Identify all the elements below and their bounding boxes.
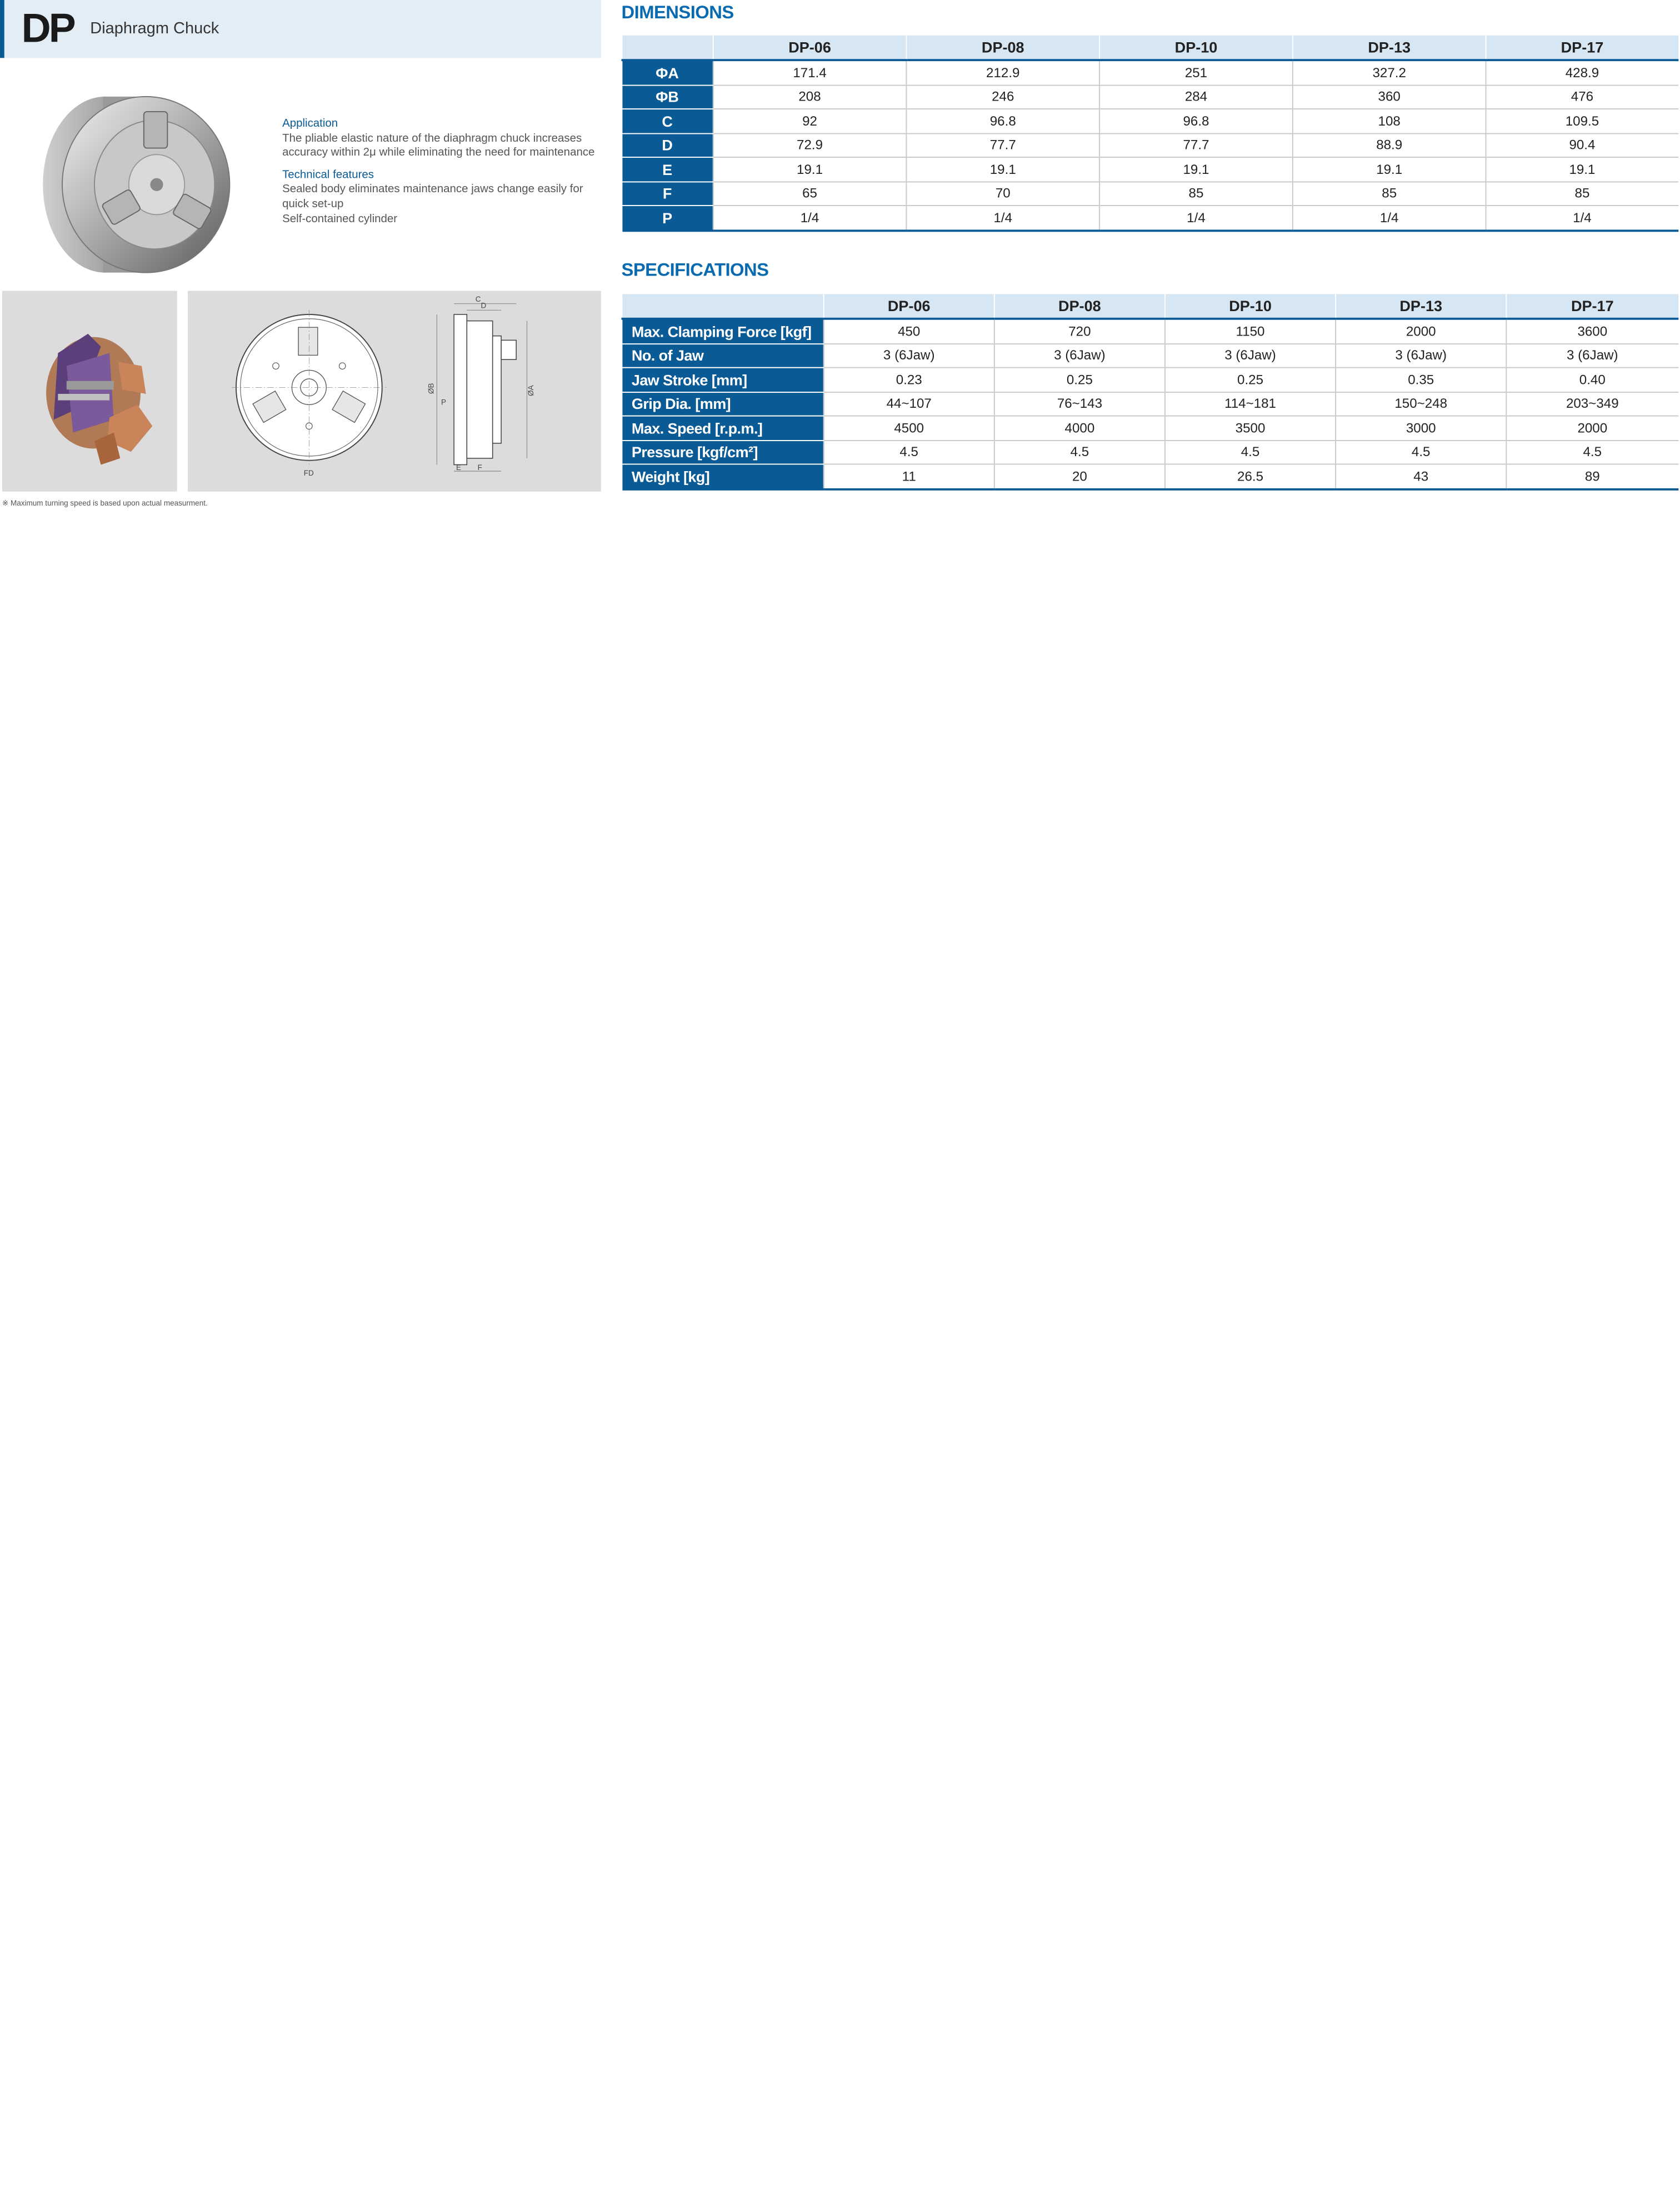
table-cell: 171.4: [713, 60, 907, 84]
row-label: Max. Speed [r.p.m.]: [622, 416, 823, 440]
table-row: [622, 181, 1678, 205]
corner-cell: [622, 294, 823, 318]
column-header: DP-06: [824, 294, 994, 318]
table-cell: 4.5: [1336, 440, 1506, 464]
table-cell: 85: [1293, 181, 1486, 205]
column-header: DP-13: [1336, 294, 1506, 318]
specifications-table: [622, 294, 1678, 490]
table-cell: 19.1: [1293, 157, 1486, 181]
column-header: DP-10: [1165, 294, 1336, 318]
table-cell: 114~181: [1165, 392, 1336, 416]
product-title: Diaphragm Chuck: [90, 19, 219, 38]
table-cell: 4500: [824, 416, 994, 440]
table-cell: 203~349: [1506, 392, 1678, 416]
table-cell: 88.9: [1293, 133, 1486, 157]
table-cell: 77.7: [906, 133, 1099, 157]
features-line-1: Sealed body eliminates maintenance jaws change easily for quick set-up: [282, 183, 583, 211]
product-description: [282, 117, 604, 234]
row-label: F: [622, 181, 713, 205]
table-cell: 3 (6Jaw): [824, 343, 994, 367]
table-cell: 720: [994, 319, 1165, 343]
technical-drawing-panel: [188, 291, 601, 492]
table-cell: 3 (6Jaw): [1506, 343, 1678, 367]
table-cell: 89: [1506, 464, 1678, 489]
table-cell: 0.35: [1336, 368, 1506, 392]
table-cell: 0.23: [824, 368, 994, 392]
table-row: [622, 392, 1678, 416]
table-cell: 4.5: [1506, 440, 1678, 464]
table-cell: 3 (6Jaw): [1165, 343, 1336, 367]
table-row: [622, 368, 1678, 392]
table-cell: 108: [1293, 109, 1486, 133]
table-cell: 44~107: [824, 392, 994, 416]
column-header: DP-13: [1293, 36, 1486, 60]
footnote: ※ Maximum turning speed is based upon actual measurment.: [2, 500, 208, 508]
application-text: The pliable elastic nature of the diaphragm chuck increases accuracy within 2μ while eliminating the need for maintenance: [282, 131, 595, 159]
row-label: ΦB: [622, 85, 713, 109]
table-cell: 3500: [1165, 416, 1336, 440]
column-header: DP-10: [1099, 36, 1293, 60]
row-label: C: [622, 109, 713, 133]
application-heading: Application: [282, 117, 338, 130]
row-label: Weight [kg]: [622, 464, 823, 489]
table-cell: 0.25: [1165, 368, 1336, 392]
table-row: [622, 85, 1678, 109]
column-header: DP-17: [1486, 36, 1678, 60]
label-phi-a: ØA: [527, 385, 536, 396]
product-header: [0, 0, 601, 58]
table-cell: 1/4: [1486, 206, 1678, 230]
table-cell: 85: [1099, 181, 1293, 205]
table-cell: 150~248: [1336, 392, 1506, 416]
table-cell: 0.40: [1506, 368, 1678, 392]
row-label: E: [622, 157, 713, 181]
table-cell: 476: [1486, 85, 1678, 109]
product-code: DP: [21, 6, 74, 52]
corner-cell: [622, 36, 713, 60]
table-cell: 77.7: [1099, 133, 1293, 157]
column-header: DP-06: [713, 36, 907, 60]
table-cell: 4.5: [1165, 440, 1336, 464]
table-cell: 246: [906, 85, 1099, 109]
features-line-2: Self-contained cylinder: [282, 212, 398, 225]
table-cell: 360: [1293, 85, 1486, 109]
table-cell: 43: [1336, 464, 1506, 489]
column-header: DP-08: [994, 294, 1165, 318]
table-cell: 327.2: [1293, 60, 1486, 84]
label-f: F: [477, 463, 482, 472]
table-cell: 65: [713, 181, 907, 205]
table-cell: 3000: [1336, 416, 1506, 440]
table-cell: 85: [1486, 181, 1678, 205]
table-cell: 4.5: [824, 440, 994, 464]
dimensions-table: [622, 36, 1678, 232]
table-cell: 96.8: [1099, 109, 1293, 133]
table-cell: 19.1: [1486, 157, 1678, 181]
row-label: D: [622, 133, 713, 157]
row-label: Pressure [kgf/cm²]: [622, 440, 823, 464]
table-cell: 19.1: [713, 157, 907, 181]
table-cell: 19.1: [1099, 157, 1293, 181]
cutaway-panel: [2, 291, 177, 492]
label-d: D: [481, 301, 487, 310]
table-cell: 208: [713, 85, 907, 109]
row-label: Max. Clamping Force [kgf]: [622, 319, 823, 343]
table-cell: 26.5: [1165, 464, 1336, 489]
dimensions-title: DIMENSIONS: [621, 2, 734, 23]
table-cell: 4.5: [994, 440, 1165, 464]
label-p: P: [441, 398, 446, 407]
table-row: [622, 109, 1678, 133]
table-cell: 70: [906, 181, 1099, 205]
table-cell: 1/4: [1293, 206, 1486, 230]
table-cell: 3 (6Jaw): [994, 343, 1165, 367]
table-cell: 92: [713, 109, 907, 133]
table-cell: 90.4: [1486, 133, 1678, 157]
table-cell: 2000: [1336, 319, 1506, 343]
table-header-row: [622, 294, 1678, 318]
table-row: [622, 416, 1678, 440]
label-e: E: [456, 463, 462, 472]
table-row: [622, 133, 1678, 157]
column-header: DP-08: [906, 36, 1099, 60]
table-cell: 76~143: [994, 392, 1165, 416]
table-row: [622, 60, 1678, 84]
table-row: [622, 464, 1678, 489]
table-cell: 284: [1099, 85, 1293, 109]
chuck-photo: [39, 88, 232, 277]
cutaway-illustration: [2, 291, 177, 492]
table-row: [622, 440, 1678, 464]
table-cell: 96.8: [906, 109, 1099, 133]
row-label: Grip Dia. [mm]: [622, 392, 823, 416]
table-cell: 4000: [994, 416, 1165, 440]
table-cell: 1150: [1165, 319, 1336, 343]
table-row: [622, 206, 1678, 230]
table-cell: 212.9: [906, 60, 1099, 84]
table-cell: 3 (6Jaw): [1336, 343, 1506, 367]
table-row: [622, 343, 1678, 367]
table-cell: 450: [824, 319, 994, 343]
table-cell: 428.9: [1486, 60, 1678, 84]
table-cell: 20: [994, 464, 1165, 489]
row-label: P: [622, 206, 713, 230]
row-label: ΦA: [622, 60, 713, 84]
table-cell: 19.1: [906, 157, 1099, 181]
table-cell: 1/4: [906, 206, 1099, 230]
table-cell: 3600: [1506, 319, 1678, 343]
table-cell: 0.25: [994, 368, 1165, 392]
specifications-title: SPECIFICATIONS: [621, 259, 769, 281]
table-cell: 109.5: [1486, 109, 1678, 133]
table-header-row: [622, 36, 1678, 60]
row-label: No. of Jaw: [622, 343, 823, 367]
table-cell: 1/4: [713, 206, 907, 230]
row-label: Jaw Stroke [mm]: [622, 368, 823, 392]
table-cell: 2000: [1506, 416, 1678, 440]
column-header: DP-17: [1506, 294, 1678, 318]
table-cell: 72.9: [713, 133, 907, 157]
table-cell: 251: [1099, 60, 1293, 84]
technical-drawing: [188, 291, 601, 492]
label-phi-b: ØB: [427, 383, 436, 394]
table-row: [622, 157, 1678, 181]
label-fd: FD: [303, 468, 314, 477]
table-row: [622, 319, 1678, 343]
features-heading: Technical features: [282, 168, 374, 182]
label-c: C: [475, 294, 481, 303]
table-cell: 1/4: [1099, 206, 1293, 230]
table-cell: 11: [824, 464, 994, 489]
